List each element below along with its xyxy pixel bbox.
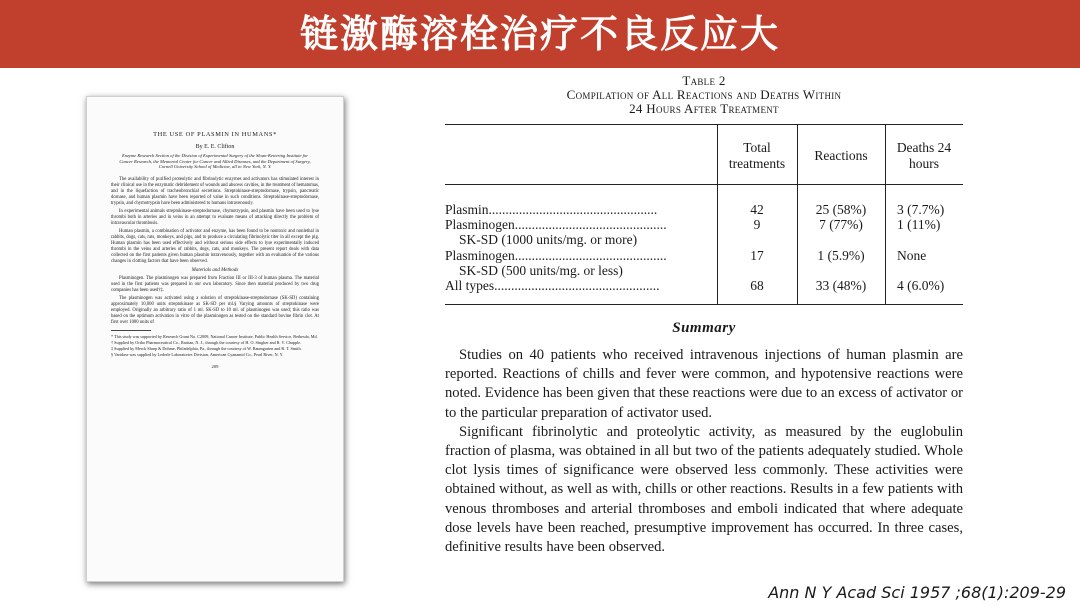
paper-author: By E. E. Clifton xyxy=(195,144,235,150)
table-rule-bottom xyxy=(445,304,963,305)
cell-deaths: None xyxy=(897,248,927,263)
row-label: Plasmin.................................................. xyxy=(445,202,658,217)
table-caption-line1: Compilation of All Reactions and Deaths Within xyxy=(566,87,842,102)
table-number: Table 2 xyxy=(682,73,726,88)
summary-text xyxy=(445,346,963,557)
cell-total: 9 xyxy=(753,217,761,232)
cell-total: 42 xyxy=(750,202,764,217)
summary-heading: Summary xyxy=(672,320,736,336)
cell-reactions: 25 (58%) xyxy=(815,202,867,217)
paper-affiliation: Enzyme Research Section of the Division of Experimental Surgery of the Sloan-Kettering Institute for Cancer Research, the Memorial Center for Cancer and Allied Diseases, and the Department of Surgery, Cornell University School of Medicine, all in New York, N. Y. xyxy=(119,153,311,170)
row-label: All types................................................. xyxy=(445,278,660,293)
cell-deaths: 4 (6.0%) xyxy=(897,278,945,293)
cell-total: 68 xyxy=(750,278,764,293)
header-reactions: Reactions xyxy=(814,148,868,163)
paper-paragraph: Plasminogen. The plasminogen was prepared from Fraction III or III-3 of human plasma. The material used in the first patients was prepared in our own laboratory. Since then material produced by two drug companies has been used†‡. xyxy=(111,275,319,293)
paper-paragraph: In experimental animals streptokinase-streptodornase, chymotrypsin, and plasmin have been used to lyse thrombi both in arteries and in veins in an attempt to evaluate means of attacking directly the problem of intravascular thrombosis. xyxy=(111,208,319,226)
header-total-treatments: Total treatments xyxy=(728,140,786,171)
paper-page-number: 209 xyxy=(211,363,219,369)
row-label: Plasminogen............................................. xyxy=(445,217,667,232)
paper-footnote: ‡ Supplied by Merck Sharp & Dohme, Philadelphia, Pa., through the courtesy of W. Baumgarten and R. T. Smith. xyxy=(111,346,302,352)
citation: Ann N Y Acad Sci 1957 ;68(1):209-29 xyxy=(768,583,1066,602)
summary-paragraph: Significant fibrinolytic and proteolytic activity, as measured by the euglobulin fraction of plasma, was obtained in all but two of the patients adequately studied. Whole clot lysis times of significance were observed less commonly. These activities were obtained without, as well as with, chills or other reactions. Results in a few patients with venous thromboses and arterial thromboses and emboli indicated that where adequate dose levels have been reached, presumptive improvement has occurred. In three cases, definitive results have been observed. xyxy=(445,423,963,556)
table-row xyxy=(445,278,963,294)
cell-reactions: 1 (5.9%) xyxy=(817,248,865,263)
table-row xyxy=(445,248,963,264)
reactions-table xyxy=(445,124,963,306)
table-caption xyxy=(445,74,963,116)
table-row xyxy=(445,217,963,233)
paper-body xyxy=(111,177,319,326)
paper-section-heading: Materials and Methods xyxy=(191,267,239,273)
table-row xyxy=(445,202,963,218)
table-caption-line2: 24 Hours After Treatment xyxy=(629,101,779,116)
cell-reactions: 33 (48%) xyxy=(815,278,867,293)
header-deaths: Deaths 24 hours xyxy=(896,140,952,171)
row-label: Plasminogen............................................. xyxy=(445,248,667,263)
paper-page-thumbnail xyxy=(86,96,344,582)
paper-footnote: § Varidase was supplied by Lederle Laboratories Division, American Cyanamid Co., Pearl River, N. Y. xyxy=(111,352,284,358)
cell-deaths: 3 (7.7%) xyxy=(897,202,945,217)
slide-title: 链激酶溶栓治疗不良反应大 xyxy=(299,12,780,56)
paper-paragraph: The plasminogen was activated using a solution of streptokinase-streptodornase (SK-SD) containing approximately 10,000 units streptokinase as SK-SD per ml.§ Varying amounts of streptokinase were employed. Originally an arbitrary ratio of 1 ml. SK-SD to 10 ml. of plasminogen was used; this ratio was based on the optimum activation in vitro of the plasminogen as tested on the standard bovine fibrin clot. At first over 1000 units of xyxy=(111,295,319,325)
paper-footnote: * This study was supported by Research Grant No. C2009, National Cancer Institute, Public Health Service, Bethesda, Md. xyxy=(111,333,318,339)
paper-title: THE USE OF PLASMIN IN HUMANS* xyxy=(153,131,277,138)
cell-total: 17 xyxy=(750,248,764,263)
summary-paragraph: Studies on 40 patients who received intravenous injections of human plasmin are reported. Reactions of chills and fever were common, and hypotensive reactions were noted. Evidence has been given that these reactions were due to an excess of activator or to the particular preparation of activator used. xyxy=(445,347,963,421)
paper-paragraph: The availability of purified proteolytic and fibrinolytic enzymes and activators has stimulated interest in their clinical use in the enzymatic debridement of wounds and abscess cavities, in the treatment of hematomas, and in the liquefaction of tracheobronchial secretions. Streptokinase-streptodornase, trypsin, pancreatic dornase, and human plasmin have been reported of value in such conditions. Streptokinase-streptodornase, trypsin, and chymotrypsin have been administered to humans intravenously. xyxy=(111,176,319,206)
footnote-rule xyxy=(111,330,151,331)
row-sublabel: SK-SD (500 units/mg. or less) xyxy=(459,263,623,278)
paper-footnote: † Supplied by Ortho Pharmaceutical Co., Raritan, N. J., through the courtesy of H. O. Singher and R. V. Chapple. xyxy=(111,339,302,345)
paper-paragraph: Human plasmin, a combination of activator and enzyme, has been found to be nontoxic and nonlethal in rabbits, dogs, cats, rats, monkeys, and pigs, and to produce a circulating fibrinolytic titer in all except the pig. Human plasmin has been used effectively and without serious side effects to lyse experimentally induced thrombi in the veins and arteries of rabbits, dogs, cats, and monkeys. The present report deals with data collected on the first patients given human plasmin intravenously, together with an evaluation of the various changes in clotting factors that have been observed. xyxy=(111,228,319,264)
row-sublabel: SK-SD (1000 units/mg. or more) xyxy=(459,232,638,247)
cell-reactions: 7 (77%) xyxy=(819,217,863,232)
paper-footnotes xyxy=(111,334,319,358)
cell-deaths: 1 (11%) xyxy=(897,217,941,232)
